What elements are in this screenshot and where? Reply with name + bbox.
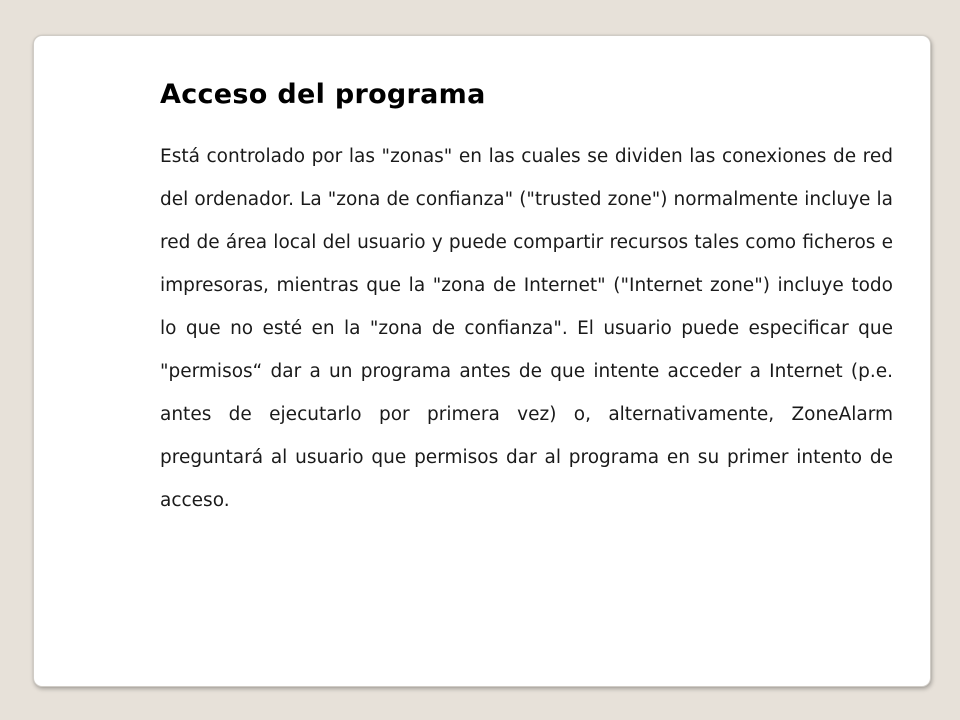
slide-body-text: Está controlado por las "zonas" en las cuales se dividen las conexiones de red del ordenador. La "zona de confianza" ("trusted zone") normalmente incluye la red de área local del usuario y puede compartir recursos tales como ficheros e impresoras, mientras que la "zona de Internet" ("Internet zone") incluye todo lo que no esté en la "zona de confianza". El usuario puede especificar que "permisos“ dar a un programa antes de que intente acceder a Internet (p.e. antes de ejecutarlo por primera vez) o, alternativamente, ZoneAlarm preguntará al usuario que permisos dar al programa en su primer intento de acceso.: [160, 146, 893, 511]
slide-title: Acceso del programa: [160, 79, 486, 110]
slide-content: [160, 79, 893, 522]
slide-card: [33, 35, 931, 687]
